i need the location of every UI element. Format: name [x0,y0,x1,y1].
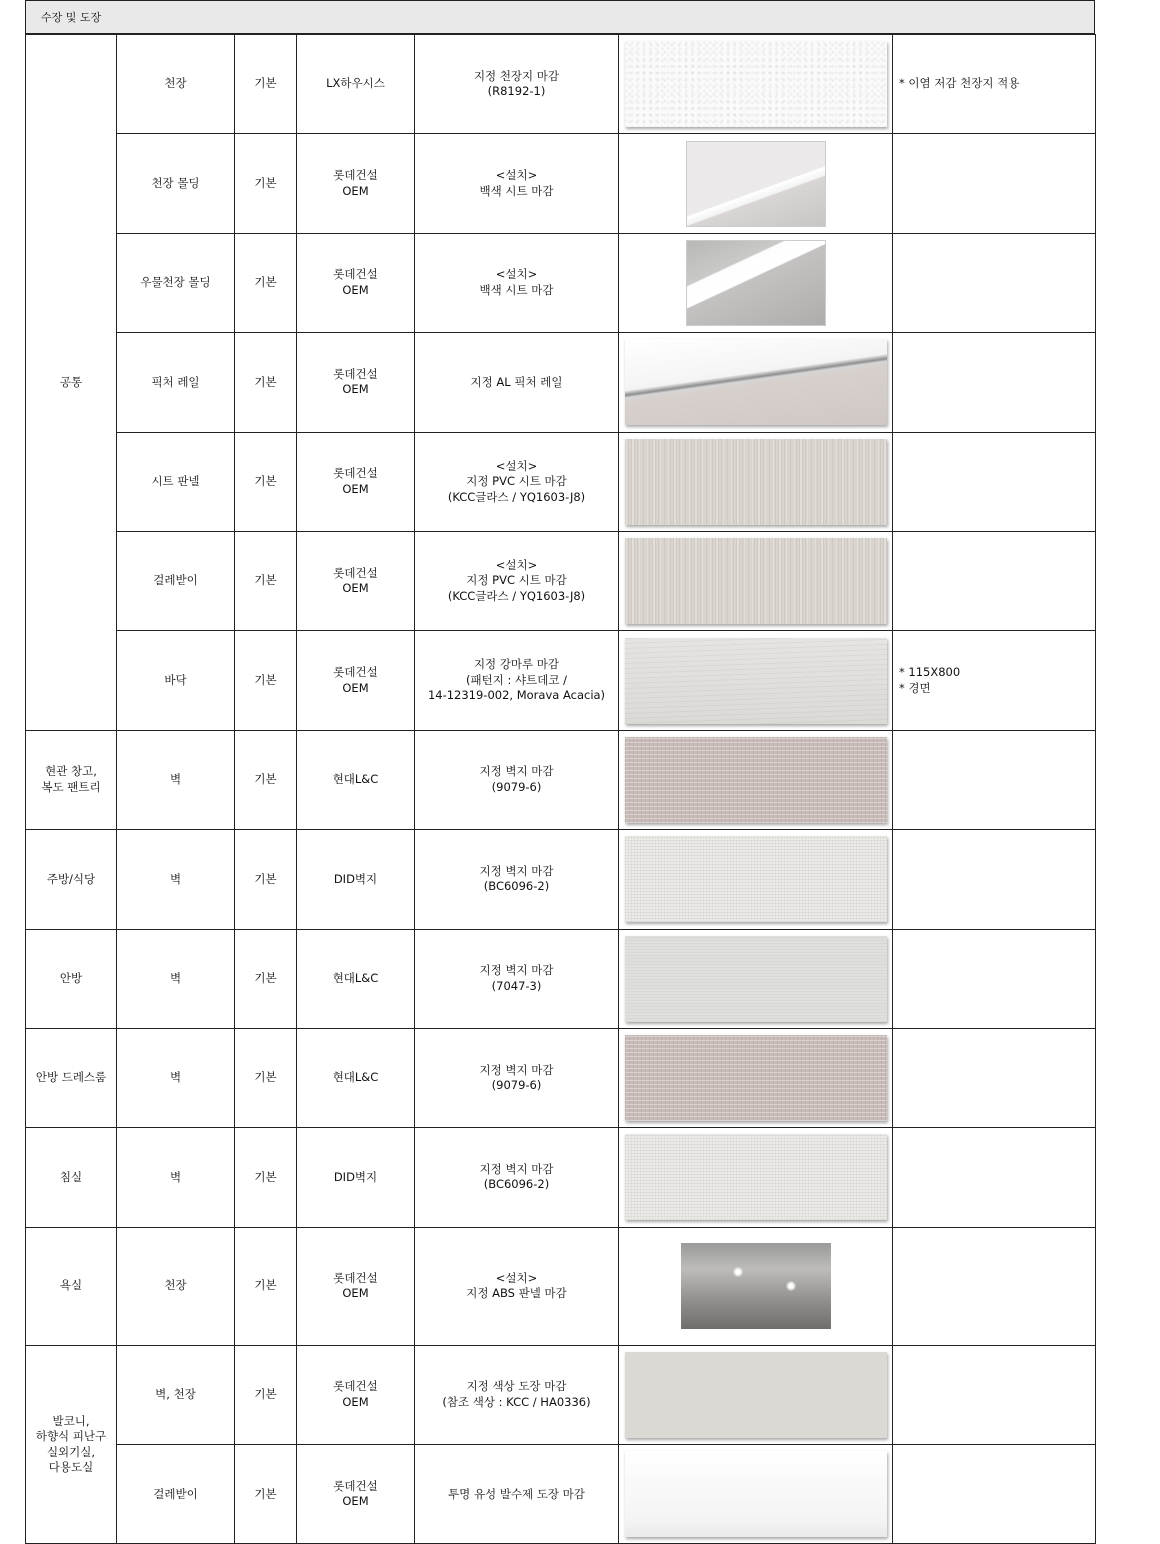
swatch-cell [619,631,893,730]
note-cell [893,134,1096,233]
item-cell: 벽, 천장 [117,1345,235,1444]
grade-cell: 기본 [235,35,297,134]
spec-cell: <설치> 지정 PVC 시트 마감 (KCC글라스 / YQ1603-J8) [415,432,619,531]
item-cell: 우물천장 몰딩 [117,233,235,332]
maker-cell: 롯데건설 OEM [297,631,415,730]
item-cell: 벽 [117,1128,235,1227]
swatch-cell [619,233,893,332]
spec-cell: 지정 벽지 마감 (BC6096-2) [415,830,619,929]
note-cell [893,1227,1096,1345]
grade-cell: 기본 [235,432,297,531]
maker-cell: 롯데건설 OEM [297,1445,415,1544]
swatch-cell [619,1345,893,1444]
bath-ceiling-photo [681,1243,831,1329]
swatch-cell [619,1227,893,1345]
spec-cell: 지정 천장지 마감 (R8192-1) [415,35,619,134]
table-row [26,1128,1096,1227]
note-cell [893,730,1096,829]
table-row [26,1028,1096,1127]
table-row [26,531,1096,630]
maker-cell: LX하우시스 [297,35,415,134]
table-row [26,1227,1096,1345]
note-cell [893,830,1096,929]
swatch-cell [619,1028,893,1127]
grade-cell: 기본 [235,233,297,332]
note-cell [893,1445,1096,1544]
maker-cell: 롯데건설 OEM [297,333,415,432]
section-title: 수장 및 도장 [25,0,1095,34]
item-cell: 시트 판넬 [117,432,235,531]
table-row [26,35,1096,134]
maker-cell: 롯데건설 OEM [297,1227,415,1345]
grade-cell: 기본 [235,929,297,1028]
finish-table [25,34,1096,1544]
linen-wallpaper-swatch [625,1134,887,1220]
table-row [26,333,1096,432]
maker-cell: 롯데건설 OEM [297,1345,415,1444]
table-row [26,830,1096,929]
note-cell [893,432,1096,531]
swatch-cell [619,432,893,531]
linen-wallpaper-swatch [625,836,887,922]
ceiling-light-icon [733,1267,743,1277]
group-cell: 발코니, 하향식 피난구 실외기실, 다용도실 [26,1345,117,1544]
note-cell: * 115X800 * 경면 [893,631,1096,730]
swatch-cell [619,35,893,134]
maker-cell: 롯데건설 OEM [297,432,415,531]
item-cell: 걸레받이 [117,531,235,630]
item-cell: 벽 [117,730,235,829]
clear-coat-swatch [625,1451,887,1537]
paint-color-swatch [625,1352,887,1438]
grade-cell: 기본 [235,1345,297,1444]
wood-sheet-swatch [625,439,887,525]
spec-cell: 지정 벽지 마감 (7047-3) [415,929,619,1028]
spec-cell: 지정 벽지 마감 (9079-6) [415,730,619,829]
note-cell [893,1128,1096,1227]
item-cell: 천장 [117,1227,235,1345]
group-cell: 현관 창고, 복도 팬트리 [26,730,117,829]
group-cell: 침실 [26,1128,117,1227]
note-cell [893,929,1096,1028]
table-row [26,730,1096,829]
group-cell: 욕실 [26,1227,117,1345]
grade-cell: 기본 [235,730,297,829]
item-cell: 벽 [117,830,235,929]
grade-cell: 기본 [235,1227,297,1345]
note-cell [893,233,1096,332]
group-cell: 안방 [26,929,117,1028]
spec-cell: <설치> 지정 PVC 시트 마감 (KCC글라스 / YQ1603-J8) [415,531,619,630]
spec-cell: <설치> 백색 시트 마감 [415,233,619,332]
ceiling-paper-swatch [625,41,887,127]
grade-cell: 기본 [235,1128,297,1227]
grade-cell: 기본 [235,631,297,730]
grey-wallpaper-swatch [625,936,887,1022]
item-cell: 걸레받이 [117,1445,235,1544]
table-row [26,631,1096,730]
group-cell: 공통 [26,35,117,731]
grade-cell: 기본 [235,830,297,929]
pink-wallpaper-swatch [625,737,887,823]
swatch-cell [619,1445,893,1544]
swatch-cell [619,730,893,829]
spec-cell: 지정 벽지 마감 (9079-6) [415,1028,619,1127]
spec-cell: 지정 AL 픽처 레일 [415,333,619,432]
table-row [26,1345,1096,1444]
spec-cell: <설치> 지정 ABS 판넬 마감 [415,1227,619,1345]
maker-cell: DID벽지 [297,1128,415,1227]
spec-cell: <설치> 백색 시트 마감 [415,134,619,233]
item-cell: 벽 [117,1028,235,1127]
spec-cell: 지정 색상 도장 마감 (참조 색상 : KCC / HA0336) [415,1345,619,1444]
table-row [26,233,1096,332]
table-row [26,134,1096,233]
finish-schedule [25,0,1095,1544]
pink-wallpaper-swatch [625,1035,887,1121]
swatch-cell [619,929,893,1028]
ceiling-molding-photo [686,141,826,227]
picture-rail-photo [625,339,887,425]
item-cell: 천장 몰딩 [117,134,235,233]
group-cell: 주방/식당 [26,830,117,929]
maker-cell: 현대L&C [297,730,415,829]
item-cell: 천장 [117,35,235,134]
swatch-cell [619,830,893,929]
spec-cell: 투명 유성 발수제 도장 마감 [415,1445,619,1544]
note-cell [893,531,1096,630]
grade-cell: 기본 [235,134,297,233]
group-cell: 안방 드레스룸 [26,1028,117,1127]
maker-cell: 롯데건설 OEM [297,233,415,332]
swatch-cell [619,531,893,630]
maker-cell: 현대L&C [297,929,415,1028]
coffered-molding-photo [686,240,826,326]
wood-sheet-swatch [625,538,887,624]
swatch-cell [619,1128,893,1227]
note-cell [893,333,1096,432]
table-row [26,1445,1096,1544]
maker-cell: 롯데건설 OEM [297,531,415,630]
note-cell: * 이염 저감 천장지 적용 [893,35,1096,134]
swatch-cell [619,134,893,233]
note-cell [893,1028,1096,1127]
grade-cell: 기본 [235,1445,297,1544]
swatch-cell [619,333,893,432]
grade-cell: 기본 [235,333,297,432]
item-cell: 픽처 레일 [117,333,235,432]
table-row [26,432,1096,531]
maker-cell: DID벽지 [297,830,415,929]
maker-cell: 롯데건설 OEM [297,134,415,233]
spec-cell: 지정 벽지 마감 (BC6096-2) [415,1128,619,1227]
floor-swatch [625,638,887,724]
spec-cell: 지정 강마루 마감 (패턴지 : 샤트데코 / 14-12319-002, Morava Acacia) [415,631,619,730]
table-row [26,929,1096,1028]
item-cell: 벽 [117,929,235,1028]
grade-cell: 기본 [235,531,297,630]
item-cell: 바닥 [117,631,235,730]
maker-cell: 현대L&C [297,1028,415,1127]
note-cell [893,1345,1096,1444]
ceiling-light-icon [786,1281,796,1291]
grade-cell: 기본 [235,1028,297,1127]
